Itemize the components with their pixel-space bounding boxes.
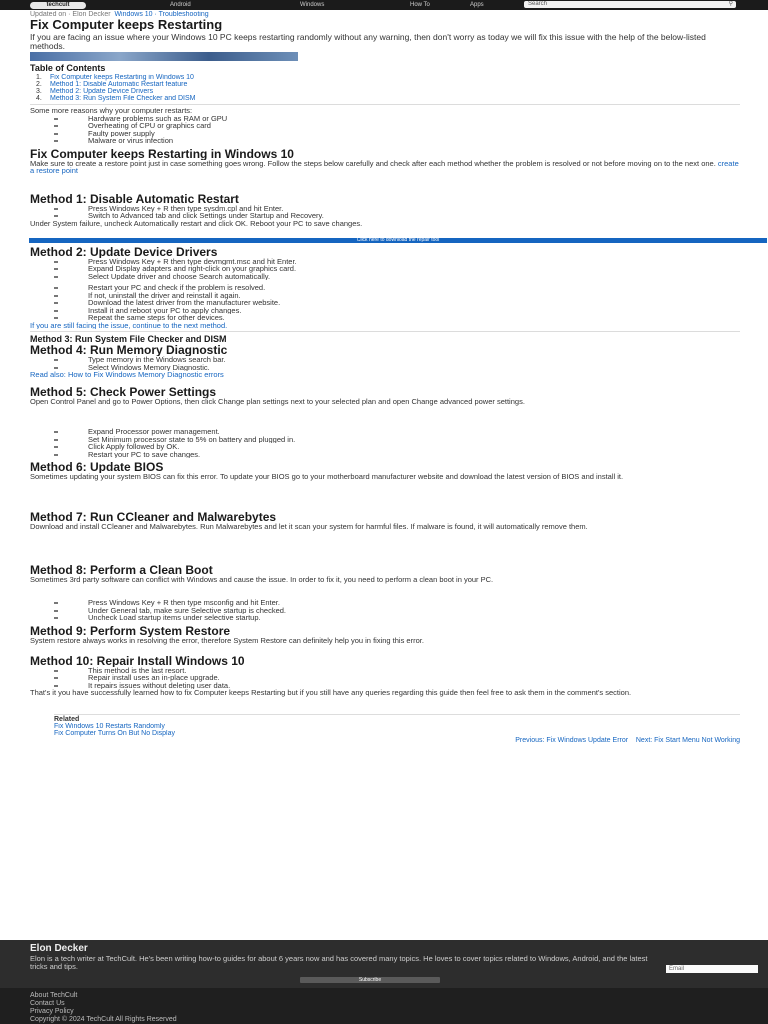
steps-list xyxy=(30,599,740,622)
author-name: Elon Decker xyxy=(30,943,88,954)
list-item: It repairs issues without deleting user data. xyxy=(30,682,740,690)
top-navigation-bar xyxy=(0,0,768,10)
list-item: Restart your PC and check if the problem is resolved. xyxy=(30,284,740,292)
footer-links xyxy=(0,988,768,1024)
section-heading: Method 5: Check Power Settings xyxy=(30,386,217,398)
toc-item[interactable]: 2. Method 1: Disable Automatic Restart feature xyxy=(36,81,188,88)
section-heading: Fix Computer keeps Restarting in Windows 10 xyxy=(30,147,294,160)
site-logo[interactable]: techcult xyxy=(30,2,86,9)
divider xyxy=(30,331,740,332)
steps-list xyxy=(30,205,740,220)
steps-list xyxy=(30,258,740,281)
list-item: Expand Processor power management. xyxy=(30,428,740,436)
nav-item-how-to[interactable]: How To xyxy=(410,2,430,8)
section-paragraph: Download and install CCleaner and Malwarebytes. Run Malwarebytes and let it scan your system for harmful files. If malware is found, it will automatically remove them. xyxy=(30,523,588,531)
steps-list xyxy=(30,428,740,458)
read-also-link[interactable]: Read also: How to Fix Windows Memory Diagnostic errors xyxy=(30,371,224,379)
section-paragraph: Under System failure, uncheck Automatically restart and click OK. Reboot your PC to save changes. xyxy=(30,219,363,228)
list-item: Download the latest driver from the manufacturer website. xyxy=(30,299,740,307)
list-item: Select Update driver and choose Search automatically. xyxy=(30,273,740,281)
hero-image xyxy=(30,52,298,61)
list-item: This method is the last resort. xyxy=(30,667,740,675)
related-heading: Related xyxy=(54,716,80,723)
list-item: Restart your PC to save changes. xyxy=(30,451,740,459)
list-item: Click Apply followed by OK. xyxy=(30,443,740,451)
list-item: Under General tab, make sure Selective startup is checked. xyxy=(30,607,740,615)
category-link[interactable]: Windows 10 · Troubleshooting xyxy=(114,11,209,18)
list-item: Press Windows Key + R then type devmgmt.msc and hit Enter. xyxy=(30,258,740,266)
related-posts xyxy=(54,714,740,737)
restore-point-link[interactable]: create a restore point xyxy=(30,159,739,175)
copyright-text: Copyright © 2024 TechCult All Rights Reserved xyxy=(30,1016,177,1023)
list-item: Set Minimum processor state to 5% on battery and plugged in. xyxy=(30,436,740,444)
list-item: Expand Display adapters and right-click on your graphics card. xyxy=(30,265,740,273)
toc-item[interactable]: 1. Fix Computer keeps Restarting in Windows 10 xyxy=(36,74,194,81)
reasons-intro: Some more reasons why your computer restarts: xyxy=(30,107,193,115)
intro-paragraph: If you are facing an issue where your Windows 10 PC keeps restarting randomly without any warning, then don't worry as today we will fix this issue with the help of the below-listed methods. xyxy=(30,33,706,50)
section-paragraph: System restore always works in resolving the error, therefore System Restore can definitely help you in fixing this error. xyxy=(30,636,424,645)
email-field[interactable]: Email xyxy=(666,965,758,973)
article xyxy=(30,11,740,745)
divider xyxy=(30,104,740,105)
list-item: Repeat the same steps for other devices. xyxy=(30,314,740,322)
post-navigation xyxy=(30,737,740,745)
section-heading: Method 1: Disable Automatic Restart xyxy=(30,192,239,205)
list-item: Malware or virus infection xyxy=(30,137,740,145)
search-icon[interactable]: ⚲ xyxy=(728,1,733,7)
section-heading: Method 3: Run System File Checker and DISM xyxy=(30,334,227,344)
previous-post-link[interactable]: Previous: Fix Windows Update Error xyxy=(515,737,629,744)
table-of-contents xyxy=(30,74,740,102)
search-placeholder: Search xyxy=(528,1,548,7)
nav-item-android[interactable]: Android xyxy=(170,2,191,8)
section-paragraph: Open Control Panel and go to Power Options, then click Change plan settings next to your selected plan and open Change advanced power settings. xyxy=(30,398,525,406)
section-paragraph: Sometimes updating your system BIOS can fix this error. To update your BIOS go to your motherboard manufacturer website and download the latest version of BIOS and install it. xyxy=(30,473,624,481)
footer-link-about[interactable]: About TechCult xyxy=(30,992,78,999)
nav-item-apps[interactable]: Apps xyxy=(470,2,484,8)
related-link[interactable]: Fix Windows 10 Restarts Randomly xyxy=(54,723,165,730)
section-heading: Method 2: Update Device Drivers xyxy=(30,245,218,258)
footer-link-contact[interactable]: Contact Us xyxy=(30,1000,65,1007)
toc-heading: Table of Contents xyxy=(30,63,106,73)
page-title: Fix Computer keeps Restarting xyxy=(30,18,223,31)
list-item: Press Windows Key + R then type msconfig and hit Enter. xyxy=(30,599,740,607)
steps-list xyxy=(30,667,740,690)
section-heading: Method 6: Update BIOS xyxy=(30,461,164,473)
related-link[interactable]: Fix Computer Turns On But No Display xyxy=(54,730,175,737)
list-item: Uncheck Load startup items under selective startup. xyxy=(30,614,740,622)
toc-item[interactable]: 4. Method 3: Run System File Checker and DISM xyxy=(36,95,196,102)
section-heading: Method 7: Run CCleaner and Malwarebytes xyxy=(30,511,277,523)
section-paragraph: Make sure to create a restore point just in case something goes wrong. Follow the steps below carefully and check after each method whether the problem is resolved or not before moving on to the next one. create a restore point xyxy=(30,159,739,175)
next-post-link[interactable]: Next: Fix Start Menu Not Working xyxy=(635,737,740,744)
list-item: Press Windows Key + R then type sysdm.cpl and hit Enter. xyxy=(30,205,740,213)
conclusion-paragraph: That's it you have successfully learned how to fix Computer keeps Restarting but if you still have any queries regarding this guide then feel free to ask them in the comment's section. xyxy=(30,689,632,697)
author-bio: Elon is a tech writer at TechCult. He's been writing how-to guides for about 6 years now and has covered many topics. He loves to cover topics related to Windows, Android, and the latest tricks and tips. xyxy=(30,954,648,971)
section-heading: Method 10: Repair Install Windows 10 xyxy=(30,654,245,667)
list-item: If not, uninstall the driver and reinstall it again. xyxy=(30,292,740,300)
toc-item[interactable]: 3. Method 2: Update Device Drivers xyxy=(36,88,154,95)
steps-list xyxy=(30,356,740,371)
section-heading: Method 9: Perform System Restore xyxy=(30,624,231,637)
list-item: Overheating of CPU or graphics card xyxy=(30,122,740,130)
section-paragraph: Sometimes 3rd party software can conflict with Windows and cause the issue. In order to fix it, you need to perform a clean boot in your PC. xyxy=(30,576,494,584)
byline-text: Updated on · Elon Decker xyxy=(30,11,111,18)
list-item: Hardware problems such as RAM or GPU xyxy=(30,115,740,123)
nav-item-windows[interactable]: Windows xyxy=(300,2,325,8)
continue-link[interactable]: If you are still facing the issue, continue to the next method. xyxy=(30,321,228,329)
list-item: Type memory in the Windows search bar. xyxy=(30,356,740,364)
footer xyxy=(0,940,768,1024)
search-input[interactable] xyxy=(524,1,736,8)
subscribe-button[interactable]: Subscribe xyxy=(300,977,440,983)
list-item: Select Windows Memory Diagnostic. xyxy=(30,364,740,372)
steps-list xyxy=(30,284,740,322)
list-item: Install it and reboot your PC to apply changes. xyxy=(30,307,740,315)
list-item: Repair install uses an in-place upgrade. xyxy=(30,674,740,682)
section-heading: Method 8: Perform a Clean Boot xyxy=(30,564,213,576)
reasons-list xyxy=(30,115,740,145)
section-heading: Method 4: Run Memory Diagnostic xyxy=(30,344,228,356)
list-item: Switch to Advanced tab and click Settings under Startup and Recovery. xyxy=(30,212,740,220)
footer-link-privacy[interactable]: Privacy Policy xyxy=(30,1008,74,1015)
list-item: Faulty power supply xyxy=(30,130,740,138)
download-banner-button[interactable]: Click here to download the repair tool xyxy=(29,238,767,243)
